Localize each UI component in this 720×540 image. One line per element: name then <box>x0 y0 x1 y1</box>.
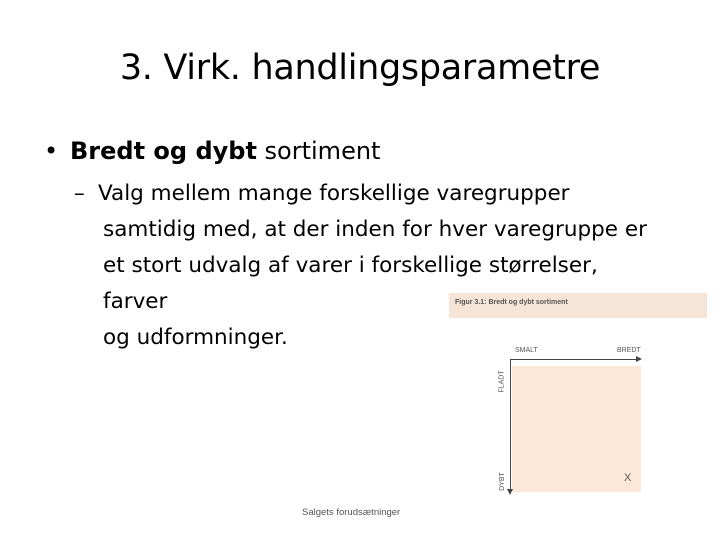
figure-box <box>512 366 641 492</box>
figure-label-fladt: FLADT <box>498 370 506 393</box>
sub-bullet-marker: – <box>74 181 85 206</box>
bullet-bold-text: Bredt og dybt <box>70 137 257 165</box>
figure-label-smalt: SMALT <box>515 347 538 354</box>
sub-bullet-line-5: og udformninger. <box>103 325 288 350</box>
sub-bullet-line-3: et stort udvalg af varer i forskellige størrelser, <box>103 253 598 278</box>
figure-caption: Figur 3.1: Bredt og dybt sortiment <box>455 299 568 306</box>
bullet-marker: • <box>44 137 59 165</box>
bullet-rest-text: sortiment <box>256 137 381 165</box>
figure-axis-left <box>510 359 511 493</box>
sub-bullet <box>74 176 694 356</box>
figure-caption-bar <box>449 293 707 318</box>
figure-marker-x: X <box>624 472 632 484</box>
slide-footer: Salgets forudsætninger <box>302 507 401 518</box>
figure-axis-top <box>510 359 640 360</box>
main-bullet <box>44 134 380 168</box>
axis-down-arrow-icon <box>507 489 513 495</box>
sub-bullet-line-2: samtidig med, at der inden for hver varegruppe er <box>103 217 647 242</box>
figure-label-dybt: DYBT <box>498 472 506 491</box>
sub-bullet-line-1: Valg mellem mange forskellige varegrupper <box>98 181 570 206</box>
figure-label-bredt: BREDT <box>617 347 641 354</box>
sub-bullet-line-4: farver <box>103 289 168 314</box>
axis-right-arrow-icon <box>636 356 642 362</box>
slide-title: 3. Virk. handlingsparametre <box>119 48 601 88</box>
